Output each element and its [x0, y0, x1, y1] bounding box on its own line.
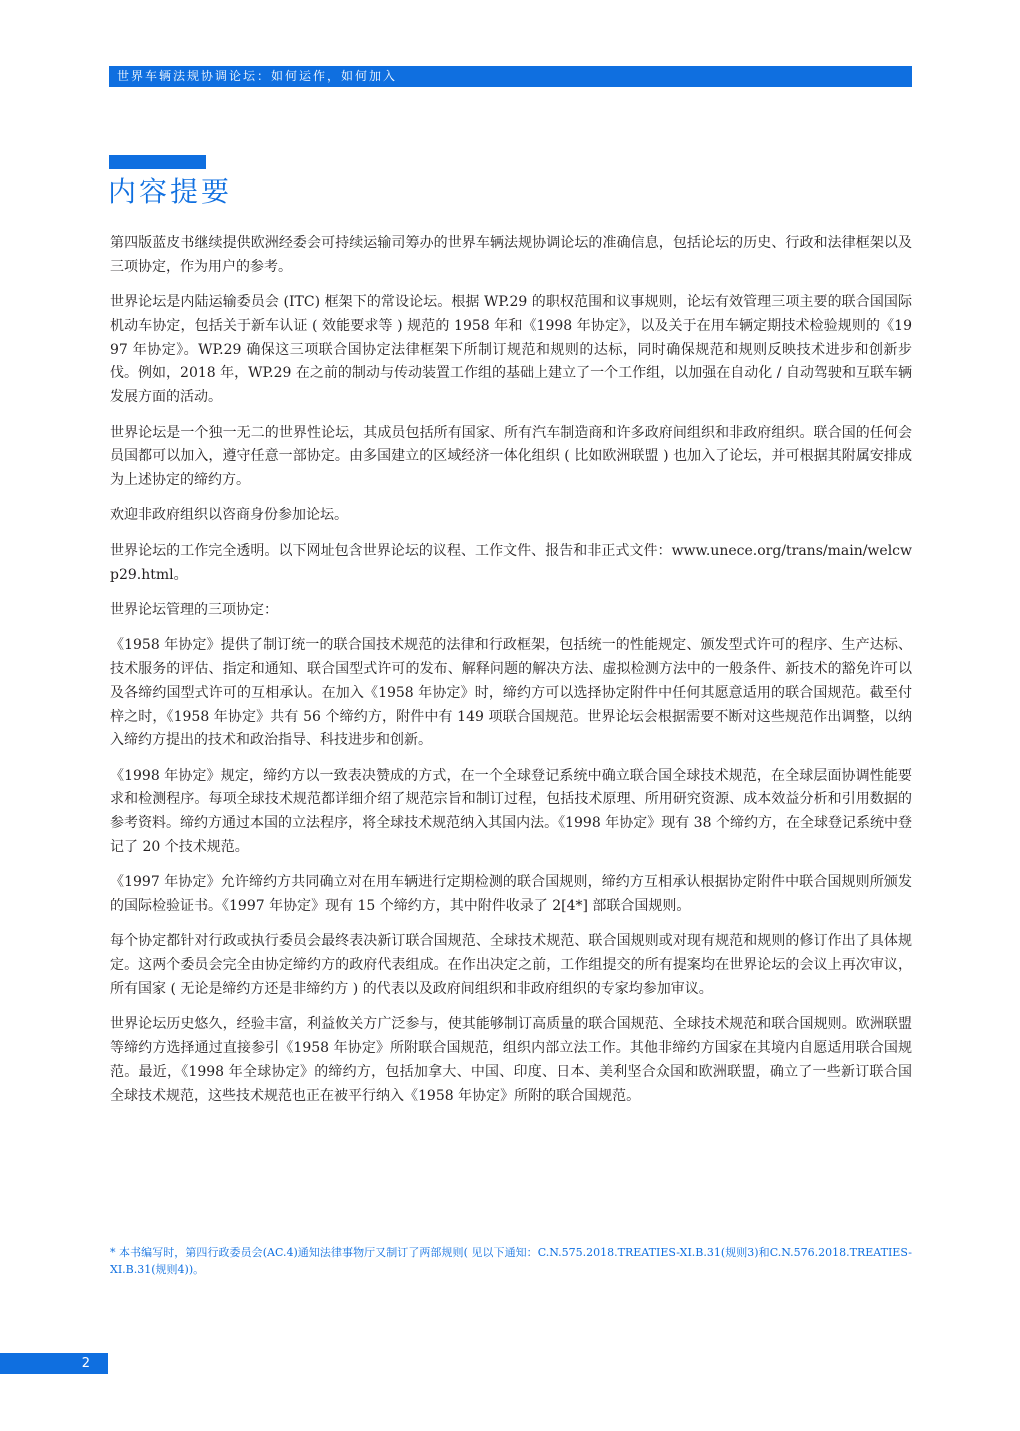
paragraph-membership: 世界论坛是一个独一无二的世界性论坛，其成员包括所有国家、所有汽车制造商和许多政府间组织和非政府组织。联合国的任何会员国都可以加入，遵守任意一部协定。由多国建立的区域经济一体化组织 ( 比如欧洲联盟 ) 也加入了论坛，并可根据其附属安排成为上述协定的缔约方。 — [110, 424, 912, 489]
paragraph-intro: 第四版蓝皮书继续提供欧洲经委会可持续运输司筹办的世界车辆法规协调论坛的准确信息，包括论坛的历史、行政和法律框架以及三项协定，作为用户的参考。 — [110, 235, 912, 275]
paragraph-transparency: 世界论坛的工作完全透明。以下网址包含世界论坛的议程、工作文件、报告和非正式文件：www.unece.org/trans/main/welcwp29.html。 — [110, 542, 912, 583]
page-number: 2 — [81, 1356, 90, 1371]
title-accent-bar — [109, 155, 206, 169]
paragraph-1998-agreement: 《1998 年协定》规定，缔约方以一致表决赞成的方式，在一个全球登记系统中确立联合国全球技术规范，在全球层面协调性能要求和检测程序。每项全球技术规范都详细介绍了规范宗旨和制订过程，包括技术原理、所用研究资源、成本效益分析和引用数据的参考资料。缔约方通过本国的立法程序，将全球技术规范纳入其国内法。《1998 年协定》现有 38 个缔约方，在全球登记系统中登记了 20 个技术规范。 — [110, 767, 912, 856]
footnote: * 本书编写时，第四行政委员会(AC.4)通知法律事物厅又制订了两部规则( 见以下通知：C.N.575.2018.TREATIES-XI.B.31(规则3)和C.N.576.2018.TREATIES-XI.B.31(规则4))。 — [110, 1246, 912, 1276]
paragraph-ngo: 欢迎非政府组织以咨商身份参加论坛。 — [110, 507, 348, 524]
paragraph-1958-agreement: 《1958 年协定》提供了制订统一的联合国技术规范的法律和行政框架，包括统一的性能规定、颁发型式许可的程序、生产达标、技术服务的评估、指定和通知、联合国型式许可的发布、解释问题的解决方法、虚拟检测方法中的一般条件、新技术的豁免许可以及各缔约国型式许可的互相承认。在加入《1958 年协定》时，缔约方可以选择协定附件中任何其愿意适用的联合国规范。截至付梓之时，《1958 年协定》共有 56 个缔约方，附件中有 149 项联合国规范。世界论坛会根据需要不断对这些规范作出调整，以纳入缔约方提出的技术和政治指导、科技进步和创新。 — [110, 637, 912, 749]
running-header-title: 世界车辆法规协调论坛：如何运作，如何加入 — [117, 69, 398, 83]
paragraph-itc-framework: 世界论坛是内陆运输委员会 (ITC) 框架下的常设论坛。根据 WP.29 的职权范围和议事规则，论坛有效管理三项主要的联合国国际机动车协定，包括关于新车认证 ( 效能要求等 ) 规范的 1958 年和《1998 年协定》，以及关于在用车辆定期技术检验规则的《1997 年协定》。WP.29 确保这三项联合国协定法律框架下所制订规范和规则的达标，同时确保规范和规则反映技术进步和创新步伐。例如，2018 年，WP.29 在之前的制动与传动装置工作组的基础上建立了一个工作组，以加强在自动化 / 自动驾驶和互联车辆发展方面的活动。 — [110, 294, 912, 406]
paragraph-three-agreements: 世界论坛管理的三项协定： — [110, 601, 278, 618]
paragraph-committees: 每个协定都针对行政或执行委员会最终表决新订联合国规范、全球技术规范、联合国规则或对现有规范和规则的修订作出了具体规定。这两个委员会完全由协定缔约方的政府代表组成。在作出决定之前，工作组提交的所有提案均在世界论坛的会议上再次审议，所有国家 ( 无论是缔约方还是非缔约方 ) 的代表以及政府间组织和非政府组织的专家均参加审议。 — [110, 933, 912, 998]
body-text — [110, 232, 912, 1120]
running-header — [109, 66, 912, 87]
section-title: 内容提要 — [108, 175, 233, 208]
page-number-box — [0, 1353, 108, 1374]
paragraph-history: 世界论坛历史悠久，经验丰富，利益攸关方广泛参与，使其能够制订高质量的联合国规范、全球技术规范和联合国规则。欧洲联盟等缔约方选择通过直接参引《1958 年协定》所附联合国规范，组织内部立法工作。其他非缔约方国家在其境内自愿适用联合国规范。最近，《1998 年全球协定》的缔约方，包括加拿大、中国、印度、日本、美利坚合众国和欧洲联盟，确立了一些新订联合国全球技术规范，这些技术规范也正在被平行纳入《1958 年协定》所附的联合国规范。 — [110, 1016, 912, 1104]
paragraph-1997-agreement: 《1997 年协定》允许缔约方共同确立对在用车辆进行定期检测的联合国规则，缔约方互相承认根据协定附件中联合国规则所颁发的国际检验证书。《1997 年协定》现有 15 个缔约方，其中附件收录了 2[4*] 部联合国规则。 — [110, 874, 912, 915]
